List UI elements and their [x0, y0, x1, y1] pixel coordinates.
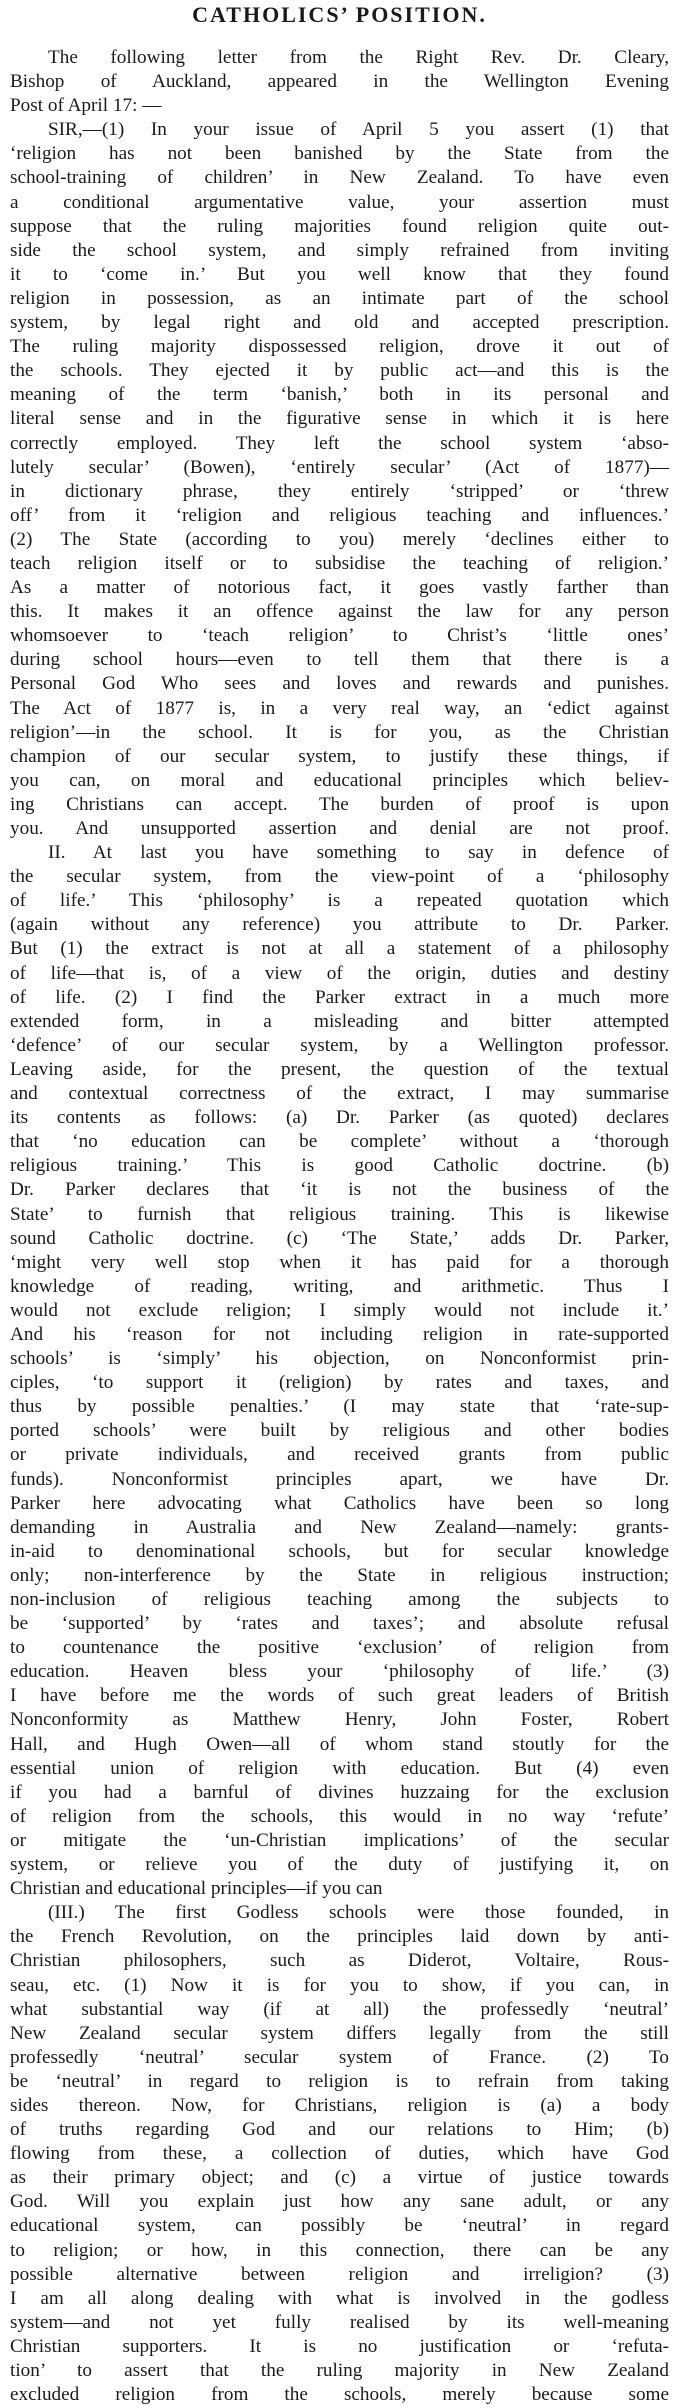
text-line: and contextual correctness of the extract, I may summarise: [10, 1083, 669, 1105]
text-line: Christian supporters. It is no justification or ‘refuta-: [10, 2335, 669, 2357]
text-line: II. At last you have something to say in defence of: [48, 842, 669, 864]
text-line: as their primary object; and (c) a virtue of justice towards: [10, 2167, 669, 2189]
text-line: religion in possession, as an intimate part of the school: [10, 287, 669, 309]
text-line: of life. (2) I find the Parker extract in a much more: [10, 986, 669, 1008]
text-line: you can, on moral and educational principles which believ-: [10, 769, 669, 791]
text-line: (2) The State (according to you) merely ‘declines either to: [10, 528, 669, 550]
text-line: suppose that the ruling majorities found religion quite out-: [10, 215, 669, 237]
text-line: if you had a barnful of divines huzzaing for the exclusion: [10, 1781, 669, 1803]
text-line: only; non-interference by the State in religious instruction;: [10, 1564, 669, 1586]
text-line: be ‘supported’ by ‘rates and taxes’; and absolute refusal: [10, 1613, 669, 1635]
text-line: what substantial way (if at all) the professedly ‘neutral’: [10, 1998, 669, 2020]
text-line: a conditional argumentative value, your assertion must: [10, 191, 669, 213]
text-line: to religion; or how, in this connection, there can be any: [10, 2239, 669, 2261]
text-line: knowledge of reading, writing, and arithmetic. Thus I: [10, 1275, 669, 1297]
text-line: or private individuals, and received grants from public: [10, 1444, 669, 1466]
text-line: ing Christians can accept. The burden of proof is upon: [10, 793, 669, 815]
text-line: religion’—in the school. It is for you, as the Christian: [10, 721, 669, 743]
text-line: Nonconformity as Matthew Henry, John Foster, Robert: [10, 1709, 669, 1731]
text-line: Dr. Parker declares that ‘it is not the business of the: [10, 1179, 669, 1201]
text-line: champion of our secular system, to justify these things, if: [10, 745, 669, 767]
text-line: be ‘neutral’ in regard to religion is to refrain from taking: [10, 2070, 669, 2092]
text-line: flowing from these, a collection of duties, which have God: [10, 2143, 669, 2165]
text-line: system—and not yet fully realised by its well-meaning: [10, 2311, 669, 2333]
text-line: the secular system, from the view-point of a ‘philosophy: [10, 866, 669, 888]
text-line: I have before me the words of such great leaders of British: [10, 1685, 669, 1707]
text-line: school-training of children’ in New Zealand. To have even: [10, 167, 669, 189]
text-line: of life.’ This ‘philosophy’ is a repeated quotation which: [10, 890, 669, 912]
text-line: of truths regarding God and our relations to Him; (b): [10, 2119, 669, 2141]
text-line: or mitigate the ‘un-Christian implications’ of the secular: [10, 1829, 669, 1851]
text-line: Personal God Who sees and loves and rewards and punishes.: [10, 673, 669, 695]
text-line: The Act of 1877 is, in a very real way, an ‘edict against: [10, 697, 669, 719]
text-line: system, by legal right and old and accepted prescription.: [10, 312, 669, 334]
text-line: whomsoever to ‘teach religion’ to Christ’s ‘little ones’: [10, 625, 669, 647]
text-line: Christian and educational principles—if you can: [10, 1878, 383, 1900]
text-line: (III.) The first Godless schools were those founded, in: [48, 1902, 669, 1924]
text-line: sound Catholic doctrine. (c) ‘The State,’ adds Dr. Parker,: [10, 1227, 669, 1249]
text-line: ported schools’ were built by religious and other bodies: [10, 1420, 669, 1442]
text-line: State’ to furnish that religious training. This is likewise: [10, 1203, 669, 1225]
text-line: the French Revolution, on the principles laid down by anti-: [10, 1926, 669, 1948]
text-line: extended form, in a misleading and bitter attempted: [10, 1010, 669, 1032]
text-line: demanding in Australia and New Zealand—namely: grants-: [10, 1516, 669, 1538]
text-line: you. And unsupported assertion and denial are not proof.: [10, 818, 669, 839]
text-line: Christian philosophers, such as Diderot, Voltaire, Rous-: [10, 1950, 669, 1972]
text-line: system, or relieve you of the duty of justifying it, on: [10, 1854, 669, 1876]
text-line: New Zealand secular system differs legally from the still: [10, 2022, 669, 2044]
text-line: tion’ to assert that the ruling majority in New Zealand: [10, 2360, 669, 2381]
text-line: The ruling majority dispossessed religion, drove it out of: [10, 336, 669, 358]
text-line: Hall, and Hugh Owen—all of whom stand stoutly for the: [10, 1733, 669, 1755]
text-line: And his ‘reason for not including religion in rate-supported: [10, 1323, 669, 1345]
text-line: correctly employed. They left the school system ‘abso-: [10, 432, 669, 454]
text-line: possible alternative between religion and irreligion? (3): [10, 2263, 669, 2285]
text-line: sides thereon. Now, for Christians, religion is (a) a body: [10, 2094, 669, 2116]
text-line: to countenance the positive ‘exclusion’ of religion from: [10, 1637, 669, 1659]
text-line: in-aid to denominational schools, but for secular knowledge: [10, 1540, 669, 1562]
text-line: side the school system, and simply refrained from inviting: [10, 239, 669, 261]
text-line: lutely secular’ (Bowen), ‘entirely secular’ (Act of 1877)—: [10, 456, 669, 478]
text-line: But (1) the extract is not at all a statement of a philosophy: [10, 938, 669, 960]
text-line: Leaving aside, for the present, the question of the textual: [10, 1058, 669, 1080]
text-line: professedly ‘neutral’ secular system of France. (2) To: [10, 2046, 669, 2068]
text-line: excluded religion from the schools, merely because some: [10, 2384, 669, 2406]
text-line: Parker here advocating what Catholics have been so long: [10, 1492, 669, 1514]
text-line: that ‘no education can be complete’ without a ‘thorough: [10, 1131, 669, 1153]
text-line: this. It makes it an offence against the law for any person: [10, 601, 669, 623]
text-line: The following letter from the Right Rev. Dr. Cleary,: [48, 47, 669, 68]
text-line: teach religion itself or to subsidise the teaching of religion.’: [10, 552, 669, 574]
text-line: As a matter of notorious fact, it goes vastly farther than: [10, 577, 669, 599]
text-line: off’ from it ‘religion and religious teaching and influences.’: [10, 504, 669, 526]
text-line: funds). Nonconformist principles apart, we have Dr.: [10, 1468, 669, 1490]
text-line: the schools. They ejected it by public act—and this is the: [10, 360, 669, 382]
text-line: would not exclude religion; I simply would not include it.’: [10, 1299, 669, 1321]
text-line: thus by possible penalties.’ (I may state that ‘rate-sup-: [10, 1396, 669, 1418]
text-line: it to ‘come in.’ But you well know that they found: [10, 263, 669, 285]
text-line: seau, etc. (1) Now it is for you to show, if you can, in: [10, 1974, 669, 1996]
text-line: its contents as follows: (a) Dr. Parker (as quoted) declares: [10, 1107, 669, 1129]
text-line: literal sense and in the figurative sense in which it is here: [10, 408, 669, 430]
text-line: Post of April 17: —: [10, 95, 162, 117]
text-line: I am all along dealing with what is involved in the godless: [10, 2287, 669, 2309]
text-line: SIR,—(1) In your issue of April 5 you assert (1) that: [48, 119, 669, 141]
text-line: during school hours—even to tell them that there is a: [10, 649, 669, 671]
text-line: essential union of religion with education. But (4) even: [10, 1757, 669, 1779]
text-line: ‘might very well stop when it has paid for a thorough: [10, 1251, 669, 1273]
headline: CATHOLICS’ POSITION.: [192, 2, 487, 27]
text-line: religious training.’ This is good Catholic doctrine. (b): [10, 1155, 669, 1177]
article-body: [10, 46, 669, 2407]
text-line: non-inclusion of religious teaching among the subjects to: [10, 1589, 669, 1610]
text-line: meaning of the term ‘banish,’ both in its personal and: [10, 384, 669, 406]
text-line: educational system, can possibly be ‘neutral’ in regard: [10, 2215, 669, 2237]
text-line: of religion from the schools, this would in no way ‘refute’: [10, 1805, 669, 1827]
text-line: ‘defence’ of our secular system, by a Wellington professor.: [10, 1034, 669, 1056]
text-line: God. Will you explain just how any sane adult, or any: [10, 2191, 669, 2213]
text-line: education. Heaven bless your ‘philosophy of life.’ (3): [10, 1661, 669, 1683]
text-line: (again without any reference) you attribute to Dr. Parker.: [10, 914, 669, 936]
text-line: ciples, ‘to support it (religion) by rates and taxes, and: [10, 1372, 669, 1394]
text-line: Bishop of Auckland, appeared in the Wellington Evening: [10, 71, 669, 93]
text-line: schools’ is ‘simply’ his objection, on Nonconformist prin-: [10, 1348, 669, 1370]
text-line: in dictionary phrase, they entirely ‘stripped’ or ‘threw: [10, 480, 669, 502]
text-line: ‘religion has not been banished by the State from the: [10, 143, 669, 165]
text-line: of life—that is, of a view of the origin, duties and destiny: [10, 962, 669, 984]
